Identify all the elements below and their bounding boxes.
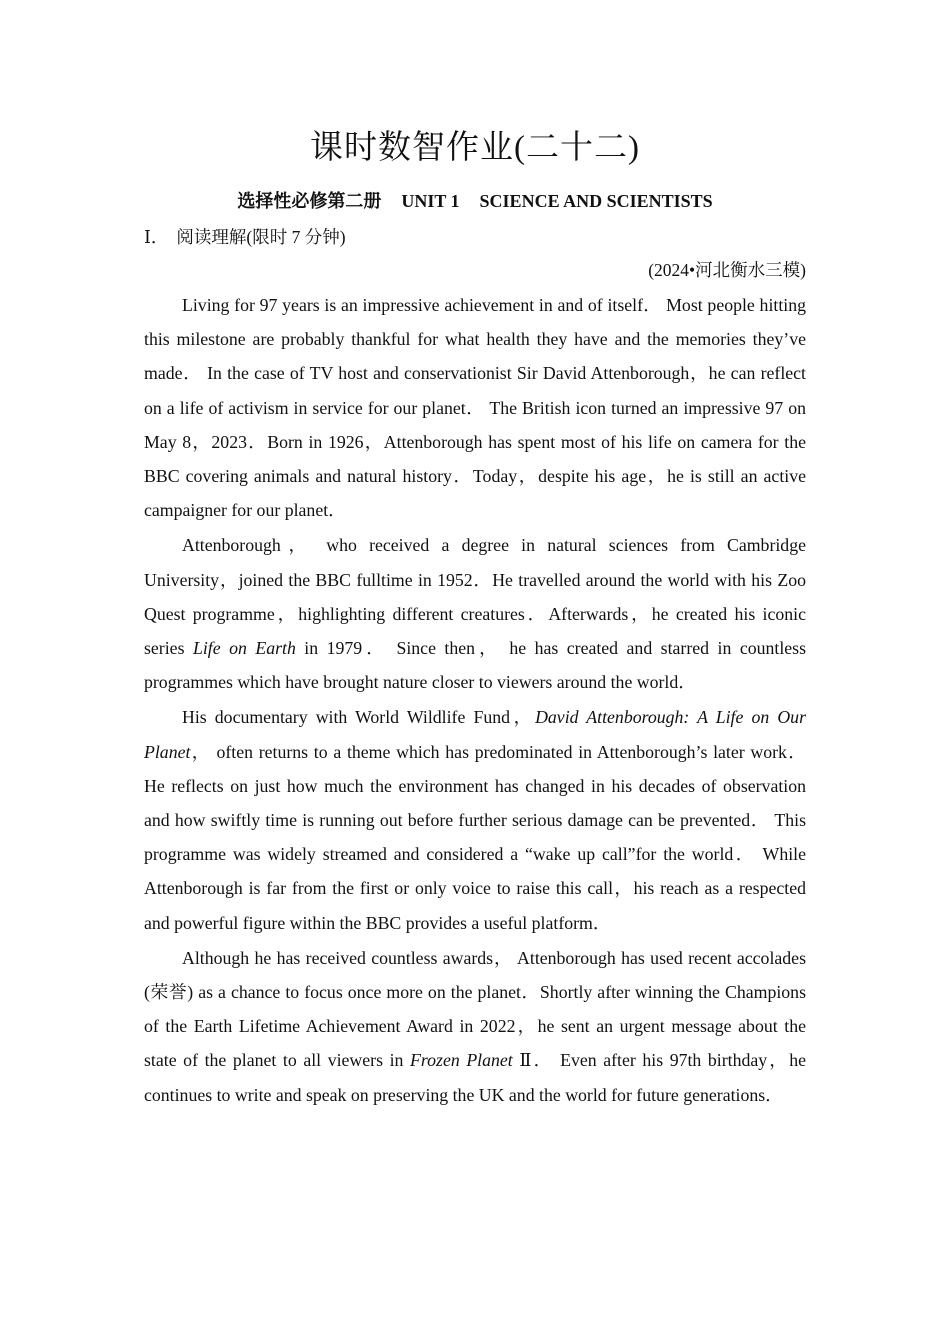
subtitle-unit: UNIT 1 [401, 191, 460, 211]
paragraph-3: His documentary with World Wildlife Fund，David Attenborough: A Life on Our Planet， often returns to a theme which has predominated in Attenborough’s later work． He reflects on just how much the environment has changed in his decades of observation and how swiftly time is running out before further serious damage can be prevented． This programme was widely streamed and considered a “wake up call”for the world． While Attenborough is far from the first or only voice to raise this call，his reach as a respected and powerful figure within the BBC provides a useful platform． [144, 707, 806, 933]
title-a-life-on-our-planet: David Attenborough: A Life on Our Planet [144, 707, 806, 762]
section-label: 阅读理解(限时 7 分钟) [176, 227, 346, 247]
subtitle-book: 选择性必修第二册 [237, 191, 382, 211]
title-life-on-earth: Life on Earth [192, 638, 296, 659]
reading-passage [144, 288, 806, 1113]
paragraph-4: Although he has received countless awards， Attenborough has used recent accolades (荣誉) as a chance to focus once more on the planet．Shortly after winning the Champions of the Earth Lifetime Achievement Award in 2022，he sent an urgent message about the state of the planet to all viewers in Frozen Planet Ⅱ． Even after his 97th birthday，he continues to write and speak on preserving the UK and the world for future generations． [144, 947, 807, 1105]
paragraph-1: Living for 97 years is an impressive achievement in and of itself． Most people hitting this milestone are probably thankful for what health they have and the memories they’ve made． In the case of TV host and conservationist Sir David Attenborough，he can reflect on a life of activism in service for our planet． The British icon turned an impressive 97 on May 8，2023．Born in 1926，Attenborough has spent most of his life on camera for the BBC covering animals and natural history．Today，despite his age，he is still an active campaigner for our planet． [144, 295, 806, 521]
title-frozen-planet: Frozen Planet [410, 1050, 513, 1071]
section-heading [144, 226, 346, 248]
source-citation: (2024•河北衡水三模) [648, 260, 806, 280]
page-subtitle [144, 190, 806, 212]
subtitle-topic: SCIENCE AND SCIENTISTS [479, 191, 713, 211]
paragraph-2: Attenborough， who received a degree in natural sciences from Cambridge University，joined the BBC fulltime in 1952．He travelled around the world with his Zoo Quest programme，highlighting different creatures．Afterwards，he created his iconic series Life on Earth in 1979． Since then， he has created and starred in countless programmes which have brought nature closer to viewers around the world． [144, 535, 806, 693]
section-number: Ⅰ． [144, 227, 169, 247]
page-title: 课时数智作业(二十二) [310, 130, 640, 166]
